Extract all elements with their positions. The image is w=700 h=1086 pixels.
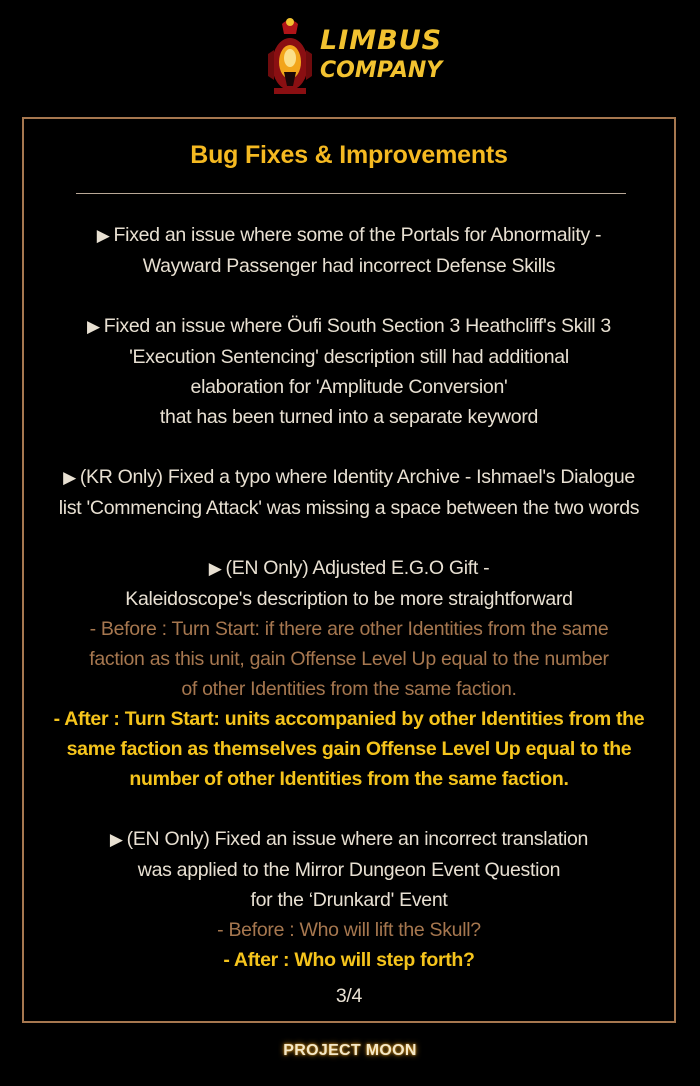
item-text: Wayward Passenger had incorrect Defense Skills (142, 255, 556, 277)
lantern-emblem-icon (262, 14, 322, 100)
before-text: - Before : Who will lift the Skull? (217, 919, 481, 941)
list-item (24, 311, 674, 342)
item-text: list 'Commencing Attack' was missing a space between the two words (58, 497, 640, 519)
item-text: (EN Only) Fixed an issue where an incorrect translation (126, 828, 589, 850)
list-item (24, 824, 674, 855)
project-moon-footer: PROJECT MOON (283, 1042, 417, 1059)
before-text: of other Identities from the same faction. (181, 678, 517, 700)
triangle-bullet-icon: ▶ (96, 226, 110, 245)
triangle-bullet-icon: ▶ (109, 830, 123, 849)
item-text: Kaleidoscope's description to be more straightforward (125, 588, 573, 610)
triangle-bullet-icon: ▶ (87, 317, 100, 336)
after-text: - After : Turn Start: units accompanied by other Identities from the (53, 708, 645, 730)
patch-notes-panel (22, 117, 676, 1023)
patch-notes-body (24, 220, 674, 1011)
item-text: 'Execution Sentencing' description still had additional (129, 346, 569, 368)
limbus-company-logo (262, 14, 443, 100)
list-item (24, 462, 674, 493)
item-text: for the ‘Drunkard' Event (250, 889, 448, 911)
after-text: number of other Identities from the same faction. (129, 768, 569, 790)
title-divider (76, 193, 626, 194)
triangle-bullet-icon: ▶ (63, 468, 76, 487)
page-indicator: 3/4 (335, 985, 363, 1007)
item-text: Fixed an issue where Öufi South Section 3 Heathcliff's Skill 3 (103, 315, 611, 337)
section-title: Bug Fixes & Improvements (190, 141, 508, 169)
list-item (24, 553, 674, 584)
item-text: (KR Only) Fixed a typo where Identity Archive - Ishmael's Dialogue (79, 466, 635, 488)
after-text: same faction as themselves gain Offense Level Up equal to the (66, 738, 632, 760)
after-text: - After : Who will step forth? (223, 949, 475, 971)
item-text: Fixed an issue where some of the Portals for Abnormality - (113, 224, 602, 246)
triangle-bullet-icon: ▶ (208, 559, 222, 578)
before-text: - Before : Turn Start: if there are other Identities from the same (89, 618, 609, 640)
item-text: elaboration for 'Amplitude Conversion' (190, 376, 508, 398)
logo-line-1: LIMBUS (320, 25, 443, 56)
logo-line-2: COMPANY (320, 58, 443, 83)
item-text: (EN Only) Adjusted E.G.O Gift - (225, 557, 490, 579)
item-text: that has been turned into a separate keyword (159, 406, 539, 428)
item-text: was applied to the Mirror Dungeon Event Question (137, 859, 561, 881)
before-text: faction as this unit, gain Offense Level Up equal to the number (89, 648, 609, 670)
list-item (24, 220, 674, 251)
